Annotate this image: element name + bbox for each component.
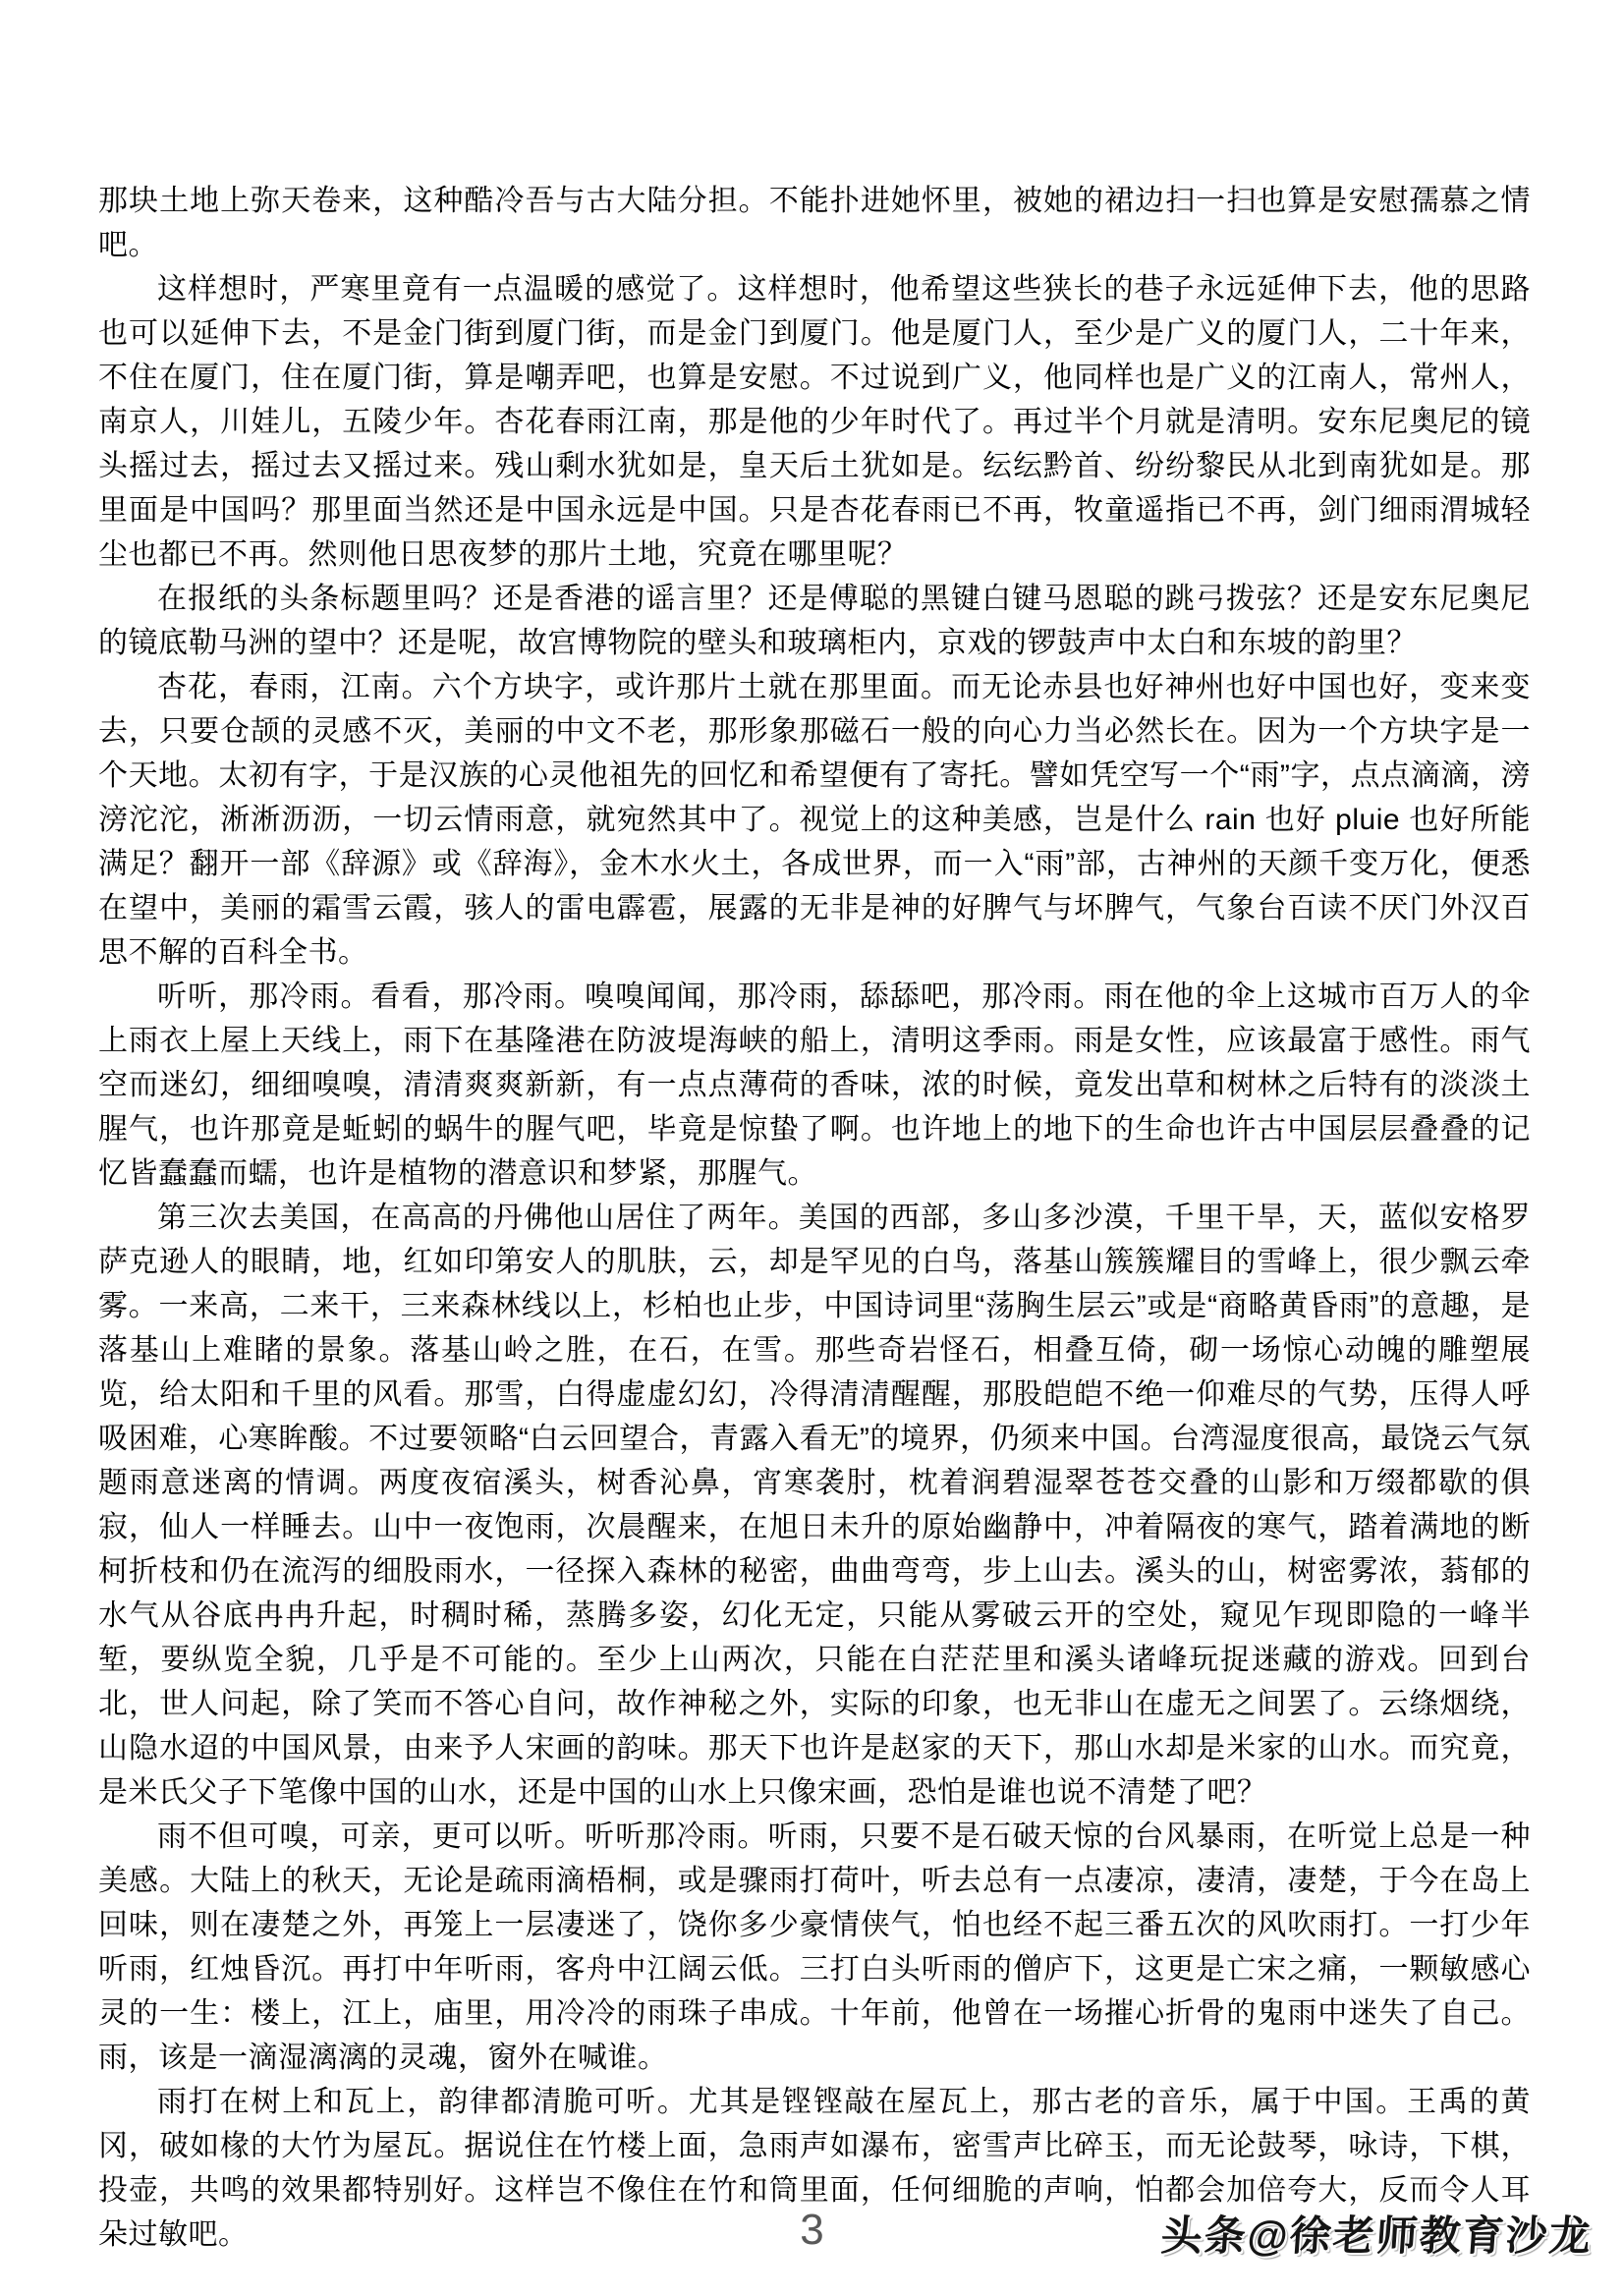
paragraph: 雨不但可嗅，可亲，更可以听。听听那冷雨。听雨，只要不是石破天惊的台风暴雨，在听觉上总是一种美感。大陆上的秋天，无论是疏雨滴梧桐，或是骤雨打荷叶，听去总有一点凄凉，凄清，凄楚，于今在岛上回味，则在凄楚之外，再笼上一层凄迷了，饶你多少豪情侠气，怕也经不起三番五次的风吹雨打。一打少年听雨，红烛昏沉。再打中年听雨，客舟中江阔云低。三打白头听雨的僧庐下，这更是亡宋之痛，一颗敏感心灵的一生：楼上，江上，庙里，用冷冷的雨珠子串成。十年前，他曾在一场摧心折骨的鬼雨中迷失了自己。雨，该是一滴湿漓漓的灵魂，窗外在喊谁。 bbox=[98, 1820, 1531, 2074]
paragraph: 听听，那冷雨。看看，那冷雨。嗅嗅闻闻，那冷雨，舔舔吧，那冷雨。雨在他的伞上这城市百万人的伞上雨衣上屋上天线上，雨下在基隆港在防波堤海峡的船上，清明这季雨。雨是女性，应该最富于感性。雨气空而迷幻，细细嗅嗅，清清爽爽新新，有一点点薄荷的香味，浓的时候，竟发出草和树林之后特有的淡淡土腥气，也许那竟是蚯蚓的蜗牛的腥气吧，毕竟是惊蛰了啊。也许地上的地下的生命也许古中国层层叠叠的记忆皆蠢蠢而蠕，也许是植物的潜意识和梦紧，那腥气。 bbox=[98, 980, 1531, 1190]
page-footer bbox=[0, 2188, 1624, 2296]
paragraph: 这样想时，严寒里竟有一点温暖的感觉了。这样想时，他希望这些狭长的巷子永远延伸下去，他的思路也可以延伸下去，不是金门街到厦门街，而是金门到厦门。他是厦门人，至少是广义的厦门人，二十年来，不住在厦门，住在厦门街，算是嘲弄吧，也算是安慰。不过说到广义，他同样也是广义的江南人，常州人，南京人，川娃儿，五陵少年。杏花春雨江南，那是他的少年时代了。再过半个月就是清明。安东尼奥尼的镜头摇过去，摇过去又摇过来。残山剩水犹如是，皇天后土犹如是。纭纭黔首、纷纷黎民从北到南犹如是。那里面是中国吗？那里面当然还是中国永远是中国。只是杏花春雨已不再，牧童遥指已不再，剑门细雨渭城轻尘也都已不再。然则他日思夜梦的那片土地，究竟在哪里呢？ bbox=[98, 273, 1531, 571]
paragraph: 杏花，春雨，江南。六个方块字，或许那片土就在那里面。而无论赤县也好神州也好中国也好，变来变去，只要仓颉的灵感不灭，美丽的中文不老，那形象那磁石一般的向心力当必然长在。因为一个方块字是一个天地。太初有字，于是汉族的心灵他祖先的回忆和希望便有了寄托。譬如凭空写一个“雨”字，点点滴滴，滂滂沱沱，淅淅沥沥，一切云情雨意，就宛然其中了。视觉上的这种美感，岂是什么 rain 也好 pluie 也好所能满足？翻开一部《辞源》或《辞海》，金木水火土，各成世界，而一入“雨”部，古神州的天颜千变万化，便悉在望中，美丽的霜雪云霞，骇人的雷电霹雹，展露的无非是神的好脾气与坏脾气，气象台百读不厌门外汉百思不解的百科全书。 bbox=[98, 671, 1531, 969]
paragraph: 雨打在树上和瓦上，韵律都清脆可听。尤其是铿铿敲在屋瓦上，那古老的音乐，属于中国。王禹的黄冈，破如椽的大竹为屋瓦。据说住在竹楼上面，急雨声如瀑布，密雪声比碎玉，而无论鼓琴，咏诗，下棋，投壶，共鸣的效果都特别好。这样岂不像住在竹和筒里面，任何细脆的声响，怕都会加倍夸大，反而令人耳朵过敏吧。 bbox=[98, 2086, 1531, 2251]
paragraph: 那块土地上弥天卷来，这种酷冷吾与古大陆分担。不能扑进她怀里，被她的裙边扫一扫也算是安慰孺慕之情吧。 bbox=[98, 185, 1531, 261]
watermark: 头条@徐老师教育沙龙 bbox=[1159, 2212, 1595, 2259]
page-number: 3 bbox=[800, 2206, 824, 2254]
paragraph: 在报纸的头条标题里吗？还是香港的谣言里？还是傅聪的黑键白键马恩聪的跳弓拨弦？还是安东尼奥尼的镜底勒马洲的望中？还是呢，故宫博物院的壁头和玻璃柜内，京戏的锣鼓声中太白和东坡的韵里？ bbox=[98, 583, 1531, 659]
essay-text-block bbox=[98, 179, 1531, 2257]
paragraph: 第三次去美国，在高高的丹佛他山居住了两年。美国的西部，多山多沙漠，千里干旱，天，蓝似安格罗萨克逊人的眼睛，地，红如印第安人的肌肤，云，却是罕见的白鸟，落基山簇簇耀目的雪峰上，很少飘云牵雾。一来高，二来干，三来森林线以上，杉柏也止步，中国诗词里“荡胸生层云”或是“商略黄昏雨”的意趣，是落基山上难睹的景象。落基山岭之胜，在石，在雪。那些奇岩怪石，相叠互倚，砌一场惊心动魄的雕塑展览，给太阳和千里的风看。那雪，白得虚虚幻幻，冷得清清醒醒，那股皑皑不绝一仰难尽的气势，压得人呼吸困难，心寒眸酸。不过要领略“白云回望合，青露入看无”的境界，仍须来中国。台湾湿度很高，最饶云气氛题雨意迷离的情调。两度夜宿溪头，树香沁鼻，宵寒袭肘，枕着润碧湿翠苍苍交叠的山影和万缀都歇的俱寂，仙人一样睡去。山中一夜饱雨，次晨醒来，在旭日未升的原始幽静中，冲着隔夜的寒气，踏着满地的断柯折枝和仍在流泻的细股雨水，一径探入森林的秘密，曲曲弯弯，步上山去。溪头的山，树密雾浓，蓊郁的水气从谷底冉冉升起，时稠时稀，蒸腾多姿，幻化无定，只能从雾破云开的空处，窥见乍现即隐的一峰半堑，要纵览全貌，几乎是不可能的。至少上山两次，只能在白茫茫里和溪头诸峰玩捉迷藏的游戏。回到台北，世人问起，除了笑而不答心自问，故作神秘之外，实际的印象，也无非山在虚无之间罢了。云绦烟绕，山隐水迢的中国风景，由来予人宋画的韵味。那天下也许是赵家的天下，那山水却是米家的山水。而究竟，是米氏父子下笔像中国的山水，还是中国的山水上只像宋画，恐怕是谁也说不清楚了吧？ bbox=[98, 1202, 1531, 1809]
